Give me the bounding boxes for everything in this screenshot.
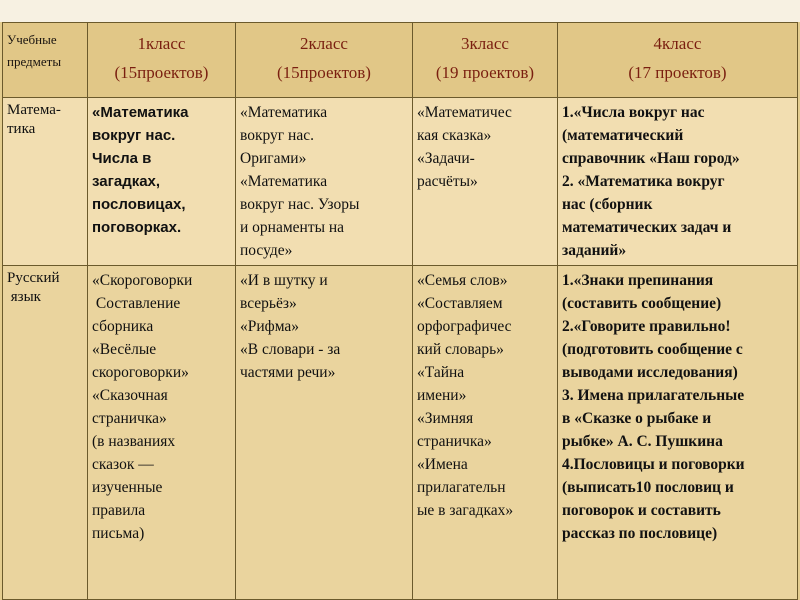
subject-line: тика bbox=[7, 121, 36, 137]
cell-line: заданий» bbox=[562, 242, 627, 259]
cell-line: «Имена bbox=[417, 456, 468, 473]
grade-projects: (19 проектов) bbox=[435, 63, 535, 82]
cell-line: (подготовить сообщение с bbox=[562, 341, 743, 358]
cell-line: Числа в bbox=[92, 150, 152, 167]
cell-line: всерьёз» bbox=[240, 295, 297, 312]
grade-title: 1класс bbox=[137, 34, 186, 53]
cell-line: вокруг нас. bbox=[92, 127, 176, 144]
cell-line: имени» bbox=[417, 387, 467, 404]
cell-line: посуде» bbox=[240, 242, 293, 259]
projects-table bbox=[2, 22, 798, 600]
cell-line: правила bbox=[92, 502, 146, 519]
cell-line: 1.«Знаки препинания bbox=[562, 272, 714, 289]
header-grade-1 bbox=[88, 23, 236, 98]
cell-math-grade-1 bbox=[88, 98, 236, 266]
cell-line: страничка» bbox=[92, 410, 167, 427]
subject-line: Русский bbox=[7, 270, 60, 286]
cell-russian-grade-3 bbox=[413, 266, 558, 600]
header-grade-3 bbox=[413, 23, 558, 98]
cell-line: орфографичес bbox=[417, 318, 512, 335]
cell-line: кий словарь» bbox=[417, 341, 504, 358]
cell-russian-grade-1 bbox=[88, 266, 236, 600]
cell-line: «Тайна bbox=[417, 364, 465, 381]
cell-line: математических задач и bbox=[562, 219, 732, 236]
cell-line: «Математичес bbox=[417, 104, 512, 121]
header-subjects bbox=[3, 23, 88, 98]
grade-title: 3класс bbox=[461, 34, 509, 53]
cell-line: «И в шутку и bbox=[240, 272, 328, 289]
cell-line: 3. Имена прилагательные bbox=[562, 387, 745, 404]
cell-line: ые в загадках» bbox=[417, 502, 514, 519]
cell-line: «Скороговорки bbox=[92, 272, 193, 289]
cell-line: изученные bbox=[92, 479, 163, 496]
cell-line: нас (сборник bbox=[562, 196, 653, 213]
cell-line: пословицах, bbox=[92, 196, 186, 213]
cell-line: расчёты» bbox=[417, 173, 478, 190]
cell-line: загадках, bbox=[92, 173, 161, 190]
cell-line: «Математика bbox=[240, 173, 328, 190]
cell-line: кая сказка» bbox=[417, 127, 492, 144]
cell-russian-grade-2 bbox=[236, 266, 413, 600]
cell-line: в «Сказке о рыбаке и bbox=[562, 410, 712, 427]
cell-line: сборника bbox=[92, 318, 154, 335]
cell-line: «Семья слов» bbox=[417, 272, 508, 289]
cell-line: «Математика bbox=[92, 104, 189, 121]
cell-line: страничка» bbox=[417, 433, 492, 450]
cell-line: прилагательн bbox=[417, 479, 506, 496]
cell-line: «В словари - за bbox=[240, 341, 341, 358]
table-row-math bbox=[3, 98, 798, 266]
cell-line: скороговорки» bbox=[92, 364, 189, 381]
cell-line: «Сказочная bbox=[92, 387, 168, 404]
cell-line: (составить сообщение) bbox=[562, 295, 722, 312]
header-grade-4 bbox=[558, 23, 798, 98]
cell-line: письма) bbox=[92, 525, 145, 542]
table-row-russian bbox=[3, 266, 798, 600]
grade-projects: (15проектов) bbox=[277, 63, 371, 82]
cell-line: «Задачи- bbox=[417, 150, 475, 167]
cell-line: вокруг нас. bbox=[240, 127, 314, 144]
cell-line: «Математика bbox=[240, 104, 328, 121]
header-subjects-line: предметы bbox=[7, 54, 62, 69]
cell-line: поговорках. bbox=[92, 219, 182, 236]
cell-math-grade-3 bbox=[413, 98, 558, 266]
cell-line: (в названиях bbox=[92, 433, 176, 450]
grade-projects: (15проектов) bbox=[114, 63, 209, 82]
subject-line: язык bbox=[7, 289, 41, 305]
cell-line: рыбке» А. С. Пушкина bbox=[562, 433, 723, 450]
subject-line: Матема- bbox=[7, 102, 61, 118]
cell-line: поговорок и составить bbox=[562, 502, 721, 519]
subject-russian bbox=[3, 266, 88, 600]
cell-line: Оригами» bbox=[240, 150, 307, 167]
grade-title: 4класс bbox=[653, 34, 702, 53]
subject-math bbox=[3, 98, 88, 266]
header-grade-2 bbox=[236, 23, 413, 98]
cell-line: «Зимняя bbox=[417, 410, 474, 427]
cell-line: 1.«Числа вокруг нас bbox=[562, 104, 705, 121]
cell-math-grade-2 bbox=[236, 98, 413, 266]
table-header-row bbox=[3, 23, 798, 98]
header-subjects-line: Учебные bbox=[7, 32, 57, 47]
cell-line: 2.«Говорите правильно! bbox=[562, 318, 731, 335]
cell-line: (математический bbox=[562, 127, 684, 144]
cell-math-grade-4 bbox=[558, 98, 798, 266]
cell-line: и орнаменты на bbox=[240, 219, 345, 236]
slide-top-band bbox=[0, 0, 800, 22]
cell-line: 4.Пословицы и поговорки bbox=[562, 456, 745, 473]
cell-line: «Составляем bbox=[417, 295, 503, 312]
grade-title: 2класс bbox=[300, 34, 348, 53]
cell-line: справочник «Наш город» bbox=[562, 150, 740, 167]
cell-russian-grade-4 bbox=[558, 266, 798, 600]
cell-line: выводами исследования) bbox=[562, 364, 738, 381]
cell-line: «Рифма» bbox=[240, 318, 300, 335]
cell-line: вокруг нас. Узоры bbox=[240, 196, 360, 213]
cell-line: частями речи» bbox=[240, 364, 336, 381]
grade-projects: (17 проектов) bbox=[628, 63, 727, 82]
cell-line: рассказ по пословице) bbox=[562, 525, 718, 542]
cell-line: (выписать10 пословиц и bbox=[562, 479, 734, 496]
cell-line: сказок — bbox=[92, 456, 154, 473]
cell-line: «Весёлые bbox=[92, 341, 157, 358]
cell-line: 2. «Математика вокруг bbox=[562, 173, 725, 190]
cell-line: Составление bbox=[92, 295, 181, 312]
